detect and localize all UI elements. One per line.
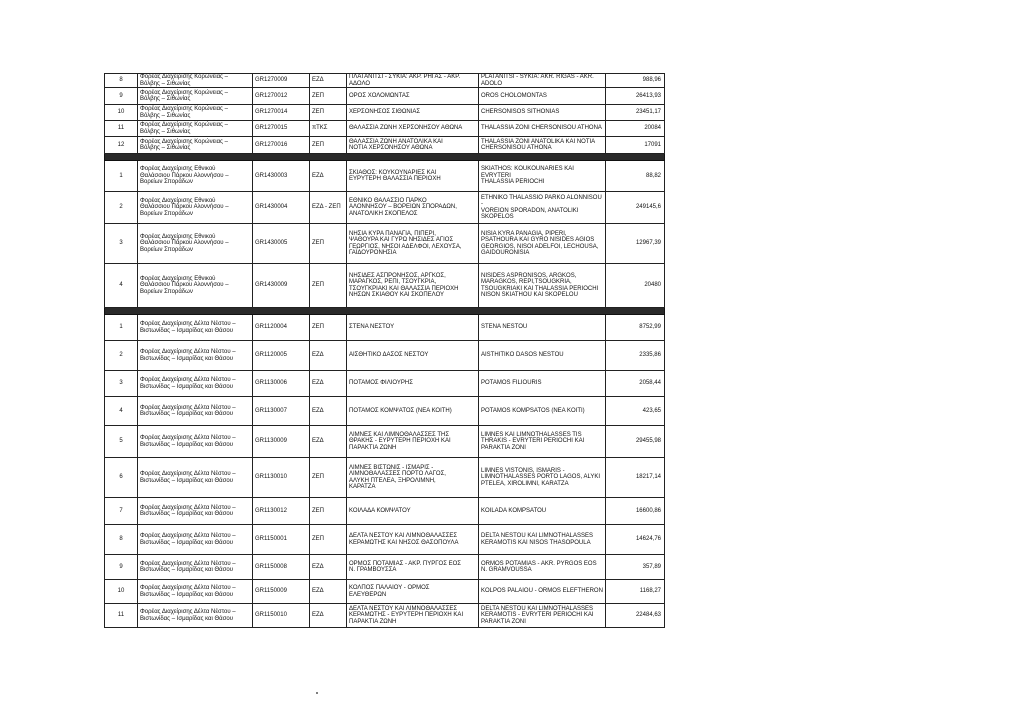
site-name-greek: ΣΤΕΝΑ ΝΕΣΤΟΥ [347, 315, 479, 341]
site-name-greek: ΑΙΣΘΗΤΙΚΟ ΔΑΣΟΣ ΝΕΣΤΟΥ [347, 341, 479, 371]
row-number: 4 [105, 264, 138, 308]
managing-authority: Φορέας Διαχείρισης Κορώνειας – Βόλβης – Σιθωνίας [138, 74, 253, 88]
site-name-latin: POTAMOS FILIOURIS [479, 371, 606, 397]
managing-authority: Φορέας Διαχείρισης Δέλτα Νέστου – Βιστωνίδας – Ισμαρίδας και Θάσου [138, 498, 253, 525]
site-name-latin: NISIDES ASPRONISOS, ARGKOS, MARAGKOS, REPI,TSOUGKRIA, TSOUGKRIAKI KAI THALASSIA PERIOCHI NISON SKIATHOU KAI SKOPELOU [479, 264, 606, 308]
site-code: GR1150010 [253, 604, 310, 628]
section-label [105, 154, 107, 160]
managing-authority: Φορέας Διαχείρισης Εθνικού Θαλάσσιου Πάρκου Αλοννήσου – Βορείων Σποράδων [138, 161, 253, 192]
managing-authority: Φορέας Διαχείρισης Δέλτα Νέστου – Βιστωνίδας – Ισμαρίδας και Θάσου [138, 341, 253, 371]
site-name-latin: ETHNIKO THALASSIO PARKO ALONNISOU - VOREION SPORADON, ANATOLIKI SKOPELOS [479, 192, 606, 224]
site-code: GR1270016 [253, 137, 310, 154]
row-number: 3 [105, 371, 138, 397]
row-number: 4 [105, 397, 138, 426]
managing-authority: Φορέας Διαχείρισης Δέλτα Νέστου – Βιστωνίδας – Ισμαρίδας και Θάσου [138, 315, 253, 341]
site-name-latin: PLATANITSI - SYKIA: AKR. RIGAS - AKR. ADOLO [479, 74, 606, 88]
managing-authority: Φορέας Διαχείρισης Εθνικού Θαλάσσιου Πάρκου Αλοννήσου – Βορείων Σποράδων [138, 264, 253, 308]
managing-authority: Φορέας Διαχείρισης Δέλτα Νέστου – Βιστωνίδας – Ισμαρίδας και Θάσου [138, 371, 253, 397]
table-row [105, 555, 665, 580]
site-code: GR1130006 [253, 371, 310, 397]
site-name-latin: OROS CHOLOMONTAS [479, 88, 606, 105]
table-row [105, 371, 665, 397]
managing-authority: Φορέας Διαχείρισης Δέλτα Νέστου – Βιστωνίδας – Ισμαρίδας και Θάσου [138, 397, 253, 426]
site-name-greek: ΚΟΛΠΟΣ ΠΑΛΑΙΟΥ - ΟΡΜΟΣ ΕΛΕΥΘΕΡΩΝ [347, 580, 479, 604]
row-number: 1 [105, 161, 138, 192]
site-area: 12967,39 [606, 224, 665, 264]
site-type: ΕΖΔ [310, 604, 347, 628]
site-area: 17091 [606, 137, 665, 154]
site-area: 22484,63 [606, 604, 665, 628]
site-code: GR1270015 [253, 121, 310, 137]
site-code: GR1430004 [253, 192, 310, 224]
site-name-latin: AISTHITIKO DASOS NESTOU [479, 341, 606, 371]
site-name-greek: ΘΑΛΑΣΣΙΑ ΖΩΝΗ ΧΕΡΣΟΝΗΣΟΥ ΑΘΩΝΑ [347, 121, 479, 137]
row-number: 10 [105, 105, 138, 121]
managing-authority: Φορέας Διαχείρισης Εθνικού Θαλάσσιου Πάρκου Αλοννήσου – Βορείων Σποράδων [138, 224, 253, 264]
table-row [105, 88, 665, 105]
managing-authority: Φορέας Διαχείρισης Εθνικού Θαλάσσιου Πάρκου Αλοννήσου – Βορείων Σποράδων [138, 192, 253, 224]
site-type: ΕΖΔ [310, 555, 347, 580]
managing-authority: Φορέας Διαχείρισης Κορώνειας – Βόλβης – Σιθωνίας [138, 137, 253, 154]
site-name-latin: KOILADA KOMPSATOU [479, 498, 606, 525]
site-type: ΖΕΠ [310, 88, 347, 105]
site-area: 2058,44 [606, 371, 665, 397]
row-number: 8 [105, 74, 138, 88]
managing-authority: Φορέας Διαχείρισης Κορώνειας – Βόλβης – Σιθωνίας [138, 88, 253, 105]
site-type: ΕΖΔ - ΖΕΠ [310, 192, 347, 224]
site-type: ΖΕΠ [310, 224, 347, 264]
site-name-greek: ΛΙΜΝΕΣ ΚΑΙ ΛΙΜΝΟΘΑΛΑΣΣΕΣ ΤΗΣ ΘΡΑΚΗΣ - ΕΥΡΥΤΕΡΗ ΠΕΡΙΟΧΗ ΚΑΙ ΠΑΡΑΚΤΙΑ ΖΩΝΗ [347, 426, 479, 458]
table-row [105, 397, 665, 426]
site-name-latin: THALASSIA ZONI CHERSONISOU ATHONA [479, 121, 606, 137]
site-code: GR1270014 [253, 105, 310, 121]
managing-authority: Φορέας Διαχείρισης Κορώνειας – Βόλβης – Σιθωνίας [138, 121, 253, 137]
site-name-greek: ΔΕΛΤΑ ΝΕΣΤΟΥ ΚΑΙ ΛΙΜΝΟΘΑΛΑΣΣΕΣ ΚΕΡΑΜΩΤΗΣ ΚΑΙ ΝΗΣΟΣ ΘΑΣΟΠΟΥΛΑ [347, 525, 479, 555]
managing-authority: Φορέας Διαχείρισης Δέλτα Νέστου – Βιστωνίδας – Ισμαρίδας και Θάσου [138, 604, 253, 628]
section-divider [105, 308, 665, 315]
site-type: πΤΚΣ [310, 121, 347, 137]
table-row [105, 192, 665, 224]
site-area: 20084 [606, 121, 665, 137]
site-type: ΕΖΔ [310, 397, 347, 426]
site-name-greek: ΘΑΛΑΣΣΙΑ ΖΩΝΗ ΑΝΑΤΟΛΙΚΑ ΚΑΙ ΝΟΤΙΑ ΧΕΡΣΟΝΗΣΟΥ ΑΘΩΝΑ [347, 137, 479, 154]
site-name-greek: ΠΟΤΑΜΟΣ ΦΙΛΙΟΥΡΗΣ [347, 371, 479, 397]
table-row [105, 498, 665, 525]
table-row [105, 105, 665, 121]
site-type: ΖΕΠ [310, 137, 347, 154]
site-name-greek: ΟΡΟΣ ΧΟΛΟΜΩΝΤΑΣ [347, 88, 479, 105]
site-area: 8752,99 [606, 315, 665, 341]
managing-authority: Φορέας Διαχείρισης Δέλτα Νέστου – Βιστωνίδας – Ισμαρίδας και Θάσου [138, 555, 253, 580]
table-row [105, 458, 665, 498]
site-area: 23451,17 [606, 105, 665, 121]
row-number: 5 [105, 426, 138, 458]
site-name-latin: SKIATHOS: KOUKOUNARIES KAI EVRYTERI THALASSIA PERIOCHI [479, 161, 606, 192]
site-name-latin: LIMNES KAI LIMNOTHALASSES TIS THRAKIS - EVRYTERI PERIOCHI KAI PARAKTIA ZONI [479, 426, 606, 458]
site-code: GR1130007 [253, 397, 310, 426]
site-name-latin: LIMNES VISTONIS, ISMARIS - LIMNOTHALASSES PORTO LAGOS, ALYKI PTELEA, XIROLIMNI, KARATZA [479, 458, 606, 498]
site-type: ΕΖΔ [310, 341, 347, 371]
row-number: 9 [105, 555, 138, 580]
row-number: 6 [105, 458, 138, 498]
site-code: GR1150001 [253, 525, 310, 555]
managing-authority: Φορέας Διαχείρισης Δέλτα Νέστου – Βιστωνίδας – Ισμαρίδας και Θάσου [138, 525, 253, 555]
site-type: ΖΕΠ [310, 525, 347, 555]
site-name-latin: CHERSONISOS SITHONIAS [479, 105, 606, 121]
site-area: 357,89 [606, 555, 665, 580]
site-type: ΕΖΔ [310, 426, 347, 458]
managing-authority: Φορέας Διαχείρισης Κορώνειας – Βόλβης – Σιθωνίας [138, 105, 253, 121]
site-name-latin: NISIA KYRA PANAGIA, PIPERI, PSATHOURA KAI GYRO NISIDES AGIOS GEORGIOS, NISOI ADELFOI, LECHOUSA, GAIDOURONISIA [479, 224, 606, 264]
site-name-latin: DELTA NESTOU KAI LIMNOTHALASSES KERAMOTIS KAI NISOS THASOPOULA [479, 525, 606, 555]
site-code: GR1130009 [253, 426, 310, 458]
site-code: GR1130012 [253, 498, 310, 525]
site-type: ΕΖΔ [310, 74, 347, 88]
row-number: 2 [105, 192, 138, 224]
site-name-greek: ΔΕΛΤΑ ΝΕΣΤΟΥ ΚΑΙ ΛΙΜΝΟΘΑΛΑΣΣΕΣ ΚΕΡΑΜΩΤΗΣ - ΕΥΡΥΤΕΡΗ ΠΕΡΙΟΧΗ ΚΑΙ ΠΑΡΑΚΤΙΑ ΖΩΝΗ [347, 604, 479, 628]
site-code: GR1430009 [253, 264, 310, 308]
table-row [105, 525, 665, 555]
managing-authority: Φορέας Διαχείρισης Δέλτα Νέστου – Βιστωνίδας – Ισμαρίδας και Θάσου [138, 426, 253, 458]
table-row [105, 604, 665, 628]
row-number: 10 [105, 580, 138, 604]
table-row [105, 315, 665, 341]
site-name-greek: ΧΕΡΣΟΝΗΣΟΣ ΣΙΘΩΝΙΑΣ [347, 105, 479, 121]
site-name-latin: STENA NESTOU [479, 315, 606, 341]
section-divider [105, 154, 665, 161]
site-area: 18217,14 [606, 458, 665, 498]
site-name-greek: ΚΟΙΛΑΔΑ ΚΟΜΨΑΤΟΥ [347, 498, 479, 525]
row-number: 3 [105, 224, 138, 264]
row-number: 9 [105, 88, 138, 105]
stray-mark [316, 692, 318, 694]
site-area: 1168,27 [606, 580, 665, 604]
managing-authority: Φορέας Διαχείρισης Δέλτα Νέστου – Βιστωνίδας – Ισμαρίδας και Θάσου [138, 458, 253, 498]
site-name-latin: DELTA NESTOU KAI LIMNOTHALASSES KERAMOTIS - EVRYTERI PERIOCHI KAI PARAKTIA ZONI [479, 604, 606, 628]
site-area: 20480 [606, 264, 665, 308]
site-type: ΕΖΔ [310, 580, 347, 604]
table-row [105, 580, 665, 604]
site-type: ΖΕΠ [310, 458, 347, 498]
site-name-greek: ΟΡΜΟΣ ΠΟΤΑΜΙΑΣ - ΑΚΡ. ΠΥΡΓΟΣ ΕΟΣ Ν. ΓΡΑΜΒΟΥΣΣΑ [347, 555, 479, 580]
site-name-greek: ΠΛΑΤΑΝΙΤΣΙ - ΣΥΚΙΑ: ΑΚΡ. ΡΗΓΑΣ - ΑΚΡ. ΑΔΟΛΟ [347, 74, 479, 88]
site-code: GR1130010 [253, 458, 310, 498]
managing-authority: Φορέας Διαχείρισης Δέλτα Νέστου – Βιστωνίδας – Ισμαρίδας και Θάσου [138, 580, 253, 604]
site-area: 16600,86 [606, 498, 665, 525]
site-area: 249145,6 [606, 192, 665, 224]
site-name-greek: ΕΘΝΙΚΟ ΘΑΛΑΣΣΙΟ ΠΑΡΚΟ ΑΛΟΝΝΗΣΟΥ – ΒΟΡΕΙΩΝ ΣΠΟΡΑΔΩΝ, ΑΝΑΤΟΛΙΚΗ ΣΚΟΠΕΛΟΣ [347, 192, 479, 224]
site-code: GR1270012 [253, 88, 310, 105]
table-row [105, 74, 665, 88]
row-number: 11 [105, 604, 138, 628]
row-number: 2 [105, 341, 138, 371]
site-code: GR1150009 [253, 580, 310, 604]
site-code: GR1120005 [253, 341, 310, 371]
site-type: ΖΕΠ [310, 498, 347, 525]
site-name-latin: THALASSIA ZONI ANATOLIKA KAI NOTIA CHERSONISOU ATHONA [479, 137, 606, 154]
site-code: GR1430005 [253, 224, 310, 264]
site-name-latin: KOLPOS PALAIOU - ORMOS ELEFTHERON [479, 580, 606, 604]
site-name-greek: ΠΟΤΑΜΟΣ ΚΟΜΨΑΤΟΣ (ΝΕΑ ΚΟΙΤΗ) [347, 397, 479, 426]
section-label [105, 308, 107, 314]
site-area: 423,65 [606, 397, 665, 426]
site-area: 88,82 [606, 161, 665, 192]
table-row [105, 137, 665, 154]
row-number: 11 [105, 121, 138, 137]
site-code: GR1270009 [253, 74, 310, 88]
table-row [105, 224, 665, 264]
table-row [105, 426, 665, 458]
table-row [105, 341, 665, 371]
row-number: 7 [105, 498, 138, 525]
site-name-greek: ΛΙΜΝΕΣ ΒΙΣΤΩΝΙΣ - ΙΣΜΑΡΙΣ - ΛΙΜΝΟΘΑΛΑΣΣΕΣ ΠΟΡΤΟ ΛΑΓΟΣ, ΑΛΥΚΗ ΠΤΕΛΕΑ, ΞΗΡΟΛΙΜΝΗ, ΚΑΡΑΤΖΑ [347, 458, 479, 498]
site-type: ΖΕΠ [310, 315, 347, 341]
site-type: ΖΕΠ [310, 264, 347, 308]
site-area: 14624,76 [606, 525, 665, 555]
site-type: ΕΖΔ [310, 371, 347, 397]
site-name-greek: ΣΚΙΑΘΟΣ: ΚΟΥΚΟΥΝΑΡΙΕΣ ΚΑΙ ΕΥΡΥΤΕΡΗ ΘΑΛΑΣΣΙΑ ΠΕΡΙΟΧΗ [347, 161, 479, 192]
site-name-latin: POTAMOS KOMPSATOS (NEA KOITI) [479, 397, 606, 426]
row-number: 12 [105, 137, 138, 154]
site-code: GR1150008 [253, 555, 310, 580]
row-number: 8 [105, 525, 138, 555]
site-area: 26413,93 [606, 88, 665, 105]
site-area: 2335,86 [606, 341, 665, 371]
site-area: 29455,98 [606, 426, 665, 458]
table-row [105, 121, 665, 137]
site-type: ΖΕΠ [310, 105, 347, 121]
table-row [105, 161, 665, 192]
site-name-latin: ORMOS POTAMIAS - AKR. PYRGOS EOS N. GRAMVOUSSA [479, 555, 606, 580]
site-code: GR1430003 [253, 161, 310, 192]
site-name-greek: ΝΗΣΙΑ ΚΥΡΑ ΠΑΝΑΓΙΑ, ΠΙΠΕΡΙ, ΨΑΘΟΥΡΑ ΚΑΙ ΓΥΡΩ ΝΗΣΙΔΕΣ ΑΓΙΟΣ ΓΕΩΡΓΙΟΣ, ΝΗΣΟΙ ΑΔΕΛΦΟΙ, ΛΕΧΟΥΣΑ, ΓΑΪΔΟΥΡΟΝΗΣΙΑ [347, 224, 479, 264]
site-type: ΕΖΔ [310, 161, 347, 192]
site-code: GR1120004 [253, 315, 310, 341]
table-row [105, 264, 665, 308]
protected-areas-table [104, 73, 665, 628]
site-area: 988,96 [606, 74, 665, 88]
site-name-greek: ΝΗΣΙΔΕΣ ΑΣΠΡΟΝΗΣΟΣ, ΑΡΓΚΟΣ, ΜΑΡΑΓΚΟΣ, ΡΕΠΙ, ΤΣΟΥΓΚΡΙΑ, ΤΣΟΥΓΚΡΙΑΚΙ ΚΑΙ ΘΑΛΑΣΣΙΑ ΠΕΡΙΟΧΗ ΝΗΣΩΝ ΣΚΙΑΘΟΥ ΚΑΙ ΣΚΟΠΕΛΟΥ [347, 264, 479, 308]
row-number: 1 [105, 315, 138, 341]
